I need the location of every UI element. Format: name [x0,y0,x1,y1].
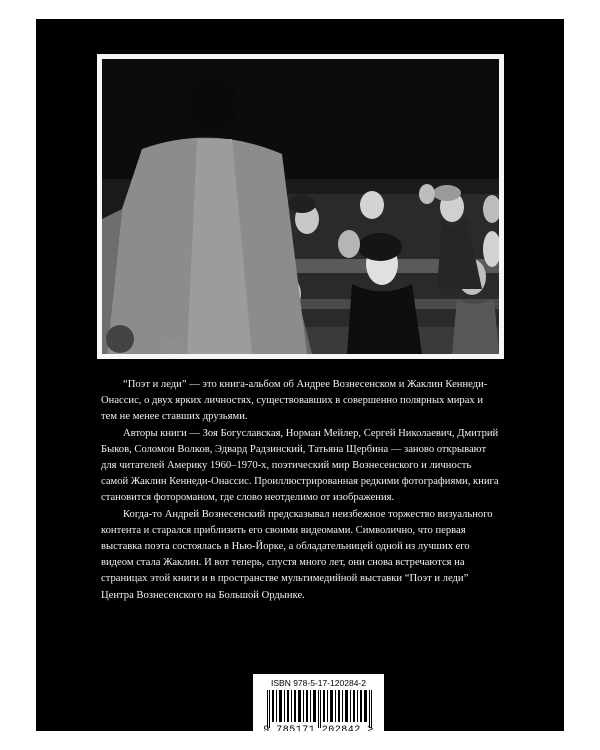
description-paragraph: Авторы книги — Зоя Богуславская, Норман Мейлер, Сергей Николаевич, Дмитрий Быков, Соломон Волков, Эдвард Радзинский, Татьяна Щербина — заново открывают для читателей Америку 1960–1970-х, поэтический мир Вознесенского и личность самой Жаклин Кеннеди-Онассис. Проиллюстрированная редкими фотографиями, книга становится фотороманом, где слово неотделимо от изображения. [101,427,499,504]
barcode-bars [261,690,379,728]
description-paragraph: “Поэт и леди” — это книга-альбом об Андрее Вознесенском и Жаклин Кеннеди-Онассис, о двух ярких личностях, существовавших в совершенно полярных мирах и тем не менее ставших друзьями. [101,379,488,423]
book-description [101,377,501,604]
cover-photo [97,54,504,359]
isbn-label: ISBN 978-5-17-120284-2 [271,678,366,688]
book-back-cover [36,19,564,731]
isbn-barcode [253,674,384,731]
audience-photo-illustration [102,59,499,354]
description-paragraph: Когда-то Андрей Вознесенский предсказывал неизбежное торжество визуального контента и старался приблизить его своими видеомами. Символично, что первая выставка поэта состоялась в Нью-Йорке, а обладательницей одной из лучших его видеом стала Жаклин. И вот теперь, спустя много лет, они снова встречаются на страницах этой книги и в пространстве мультимедийной выставки “Поэт и леди” Центра Вознесенского на Большой Ордынке. [101,508,493,601]
barcode-digits: 9 785171 202842 > [263,725,374,731]
